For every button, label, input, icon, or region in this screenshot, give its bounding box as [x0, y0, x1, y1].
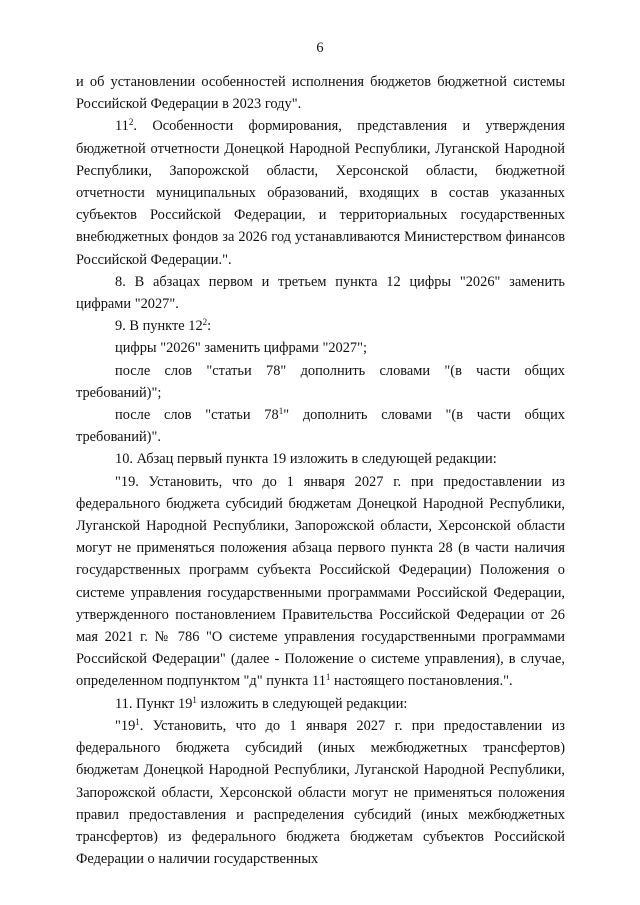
text-run: " дополнить словами "(в части общих требований)". — [76, 407, 565, 446]
text-run: изложить в следующей редакции: — [196, 695, 408, 712]
paragraph — [76, 448, 565, 470]
paragraph — [76, 404, 565, 448]
paragraph — [76, 71, 565, 115]
page-number: 6 — [316, 40, 324, 56]
document-body — [76, 71, 565, 870]
paragraph — [76, 715, 565, 870]
superscript: 1 — [192, 694, 197, 705]
superscript: 1 — [278, 406, 284, 417]
paragraph — [76, 337, 565, 359]
paragraph — [76, 115, 565, 270]
text-run: 11. Пункт 19 — [115, 695, 193, 712]
paragraph — [76, 693, 565, 715]
text-run: после слов "статьи 78" дополнить словами "(в части общих требований)"; — [76, 362, 565, 401]
paragraph — [76, 315, 565, 337]
paragraph — [76, 471, 565, 693]
text-run: "19 — [115, 717, 136, 734]
superscript: 2 — [128, 117, 134, 128]
paragraph — [76, 271, 565, 315]
text-run: после слов "статьи 78 — [115, 407, 279, 424]
text-run: и об установлении особенностей исполнения бюджетов бюджетной системы Российской Федерации в 2023 году". — [76, 74, 565, 113]
superscript: 1 — [325, 672, 331, 683]
text-run: : — [207, 318, 212, 335]
text-run: настоящего постановления.". — [330, 673, 513, 690]
text-run: 8. В абзацах первом и третьем пункта 12 цифры "2026" заменить цифрами "2027". — [76, 273, 565, 313]
paragraph — [76, 360, 565, 404]
text-run: . Установить, что до 1 января 2027 г. при предоставлении из федерального бюджета субсидий (иных межбюджетных трансфертов) бюджетам Донецкой Народной Республики, Луганской Народной Республики, Запорожской области, Херсонской области могут не применяться положения правил предоставления и распределения субсидий (иных межбюджетных трансфертов) из федерального бюджета бюджетам субъектов Российской Федерации о наличии государственных — [76, 717, 565, 868]
superscript: 1 — [135, 716, 140, 727]
superscript: 2 — [202, 317, 208, 328]
text-run: цифры "2026" заменить цифрами "2027"; — [115, 340, 367, 357]
text-run: 11 — [115, 118, 129, 135]
text-run: "19. Установить, что до 1 января 2027 г. при предоставлении из федерального бюджета субсидий бюджетам Донецкой Народной Республики, Луганской Народной Республики, Запорожской области, Херсонской области могут не применяться положения абзаца первого пункта 28 (в части наличия государственных программ субъекта Российской Федерации) Положения о системе управления государственными программами Российской Федерации, утвержденного постановлением Правительства Российской Федерации от 26 мая 2021 г. № 786 "О системе управления государственными программами Российской Федерации" (далее - Положение о системе управления), в случае, определенном подпунктом "д" пункта 11 — [76, 473, 565, 690]
text-run: . Особенности формирования, представления и утверждения бюджетной отчетности Донецкой Народной Республики, Луганской Народной Республики, Запорожской области, Херсонской области, бюджетной отчетности муниципальных образований, входящих в состав указанных субъектов Российской Федерации, и территориальных государственных внебюджетных фондов за 2026 год устанавливаются Министерством финансов Российской Федерации.". — [76, 118, 565, 268]
text-run: 9. В пункте 12 — [115, 318, 203, 335]
text-run: 10. Абзац первый пункта 19 изложить в следующей редакции: — [115, 451, 497, 468]
